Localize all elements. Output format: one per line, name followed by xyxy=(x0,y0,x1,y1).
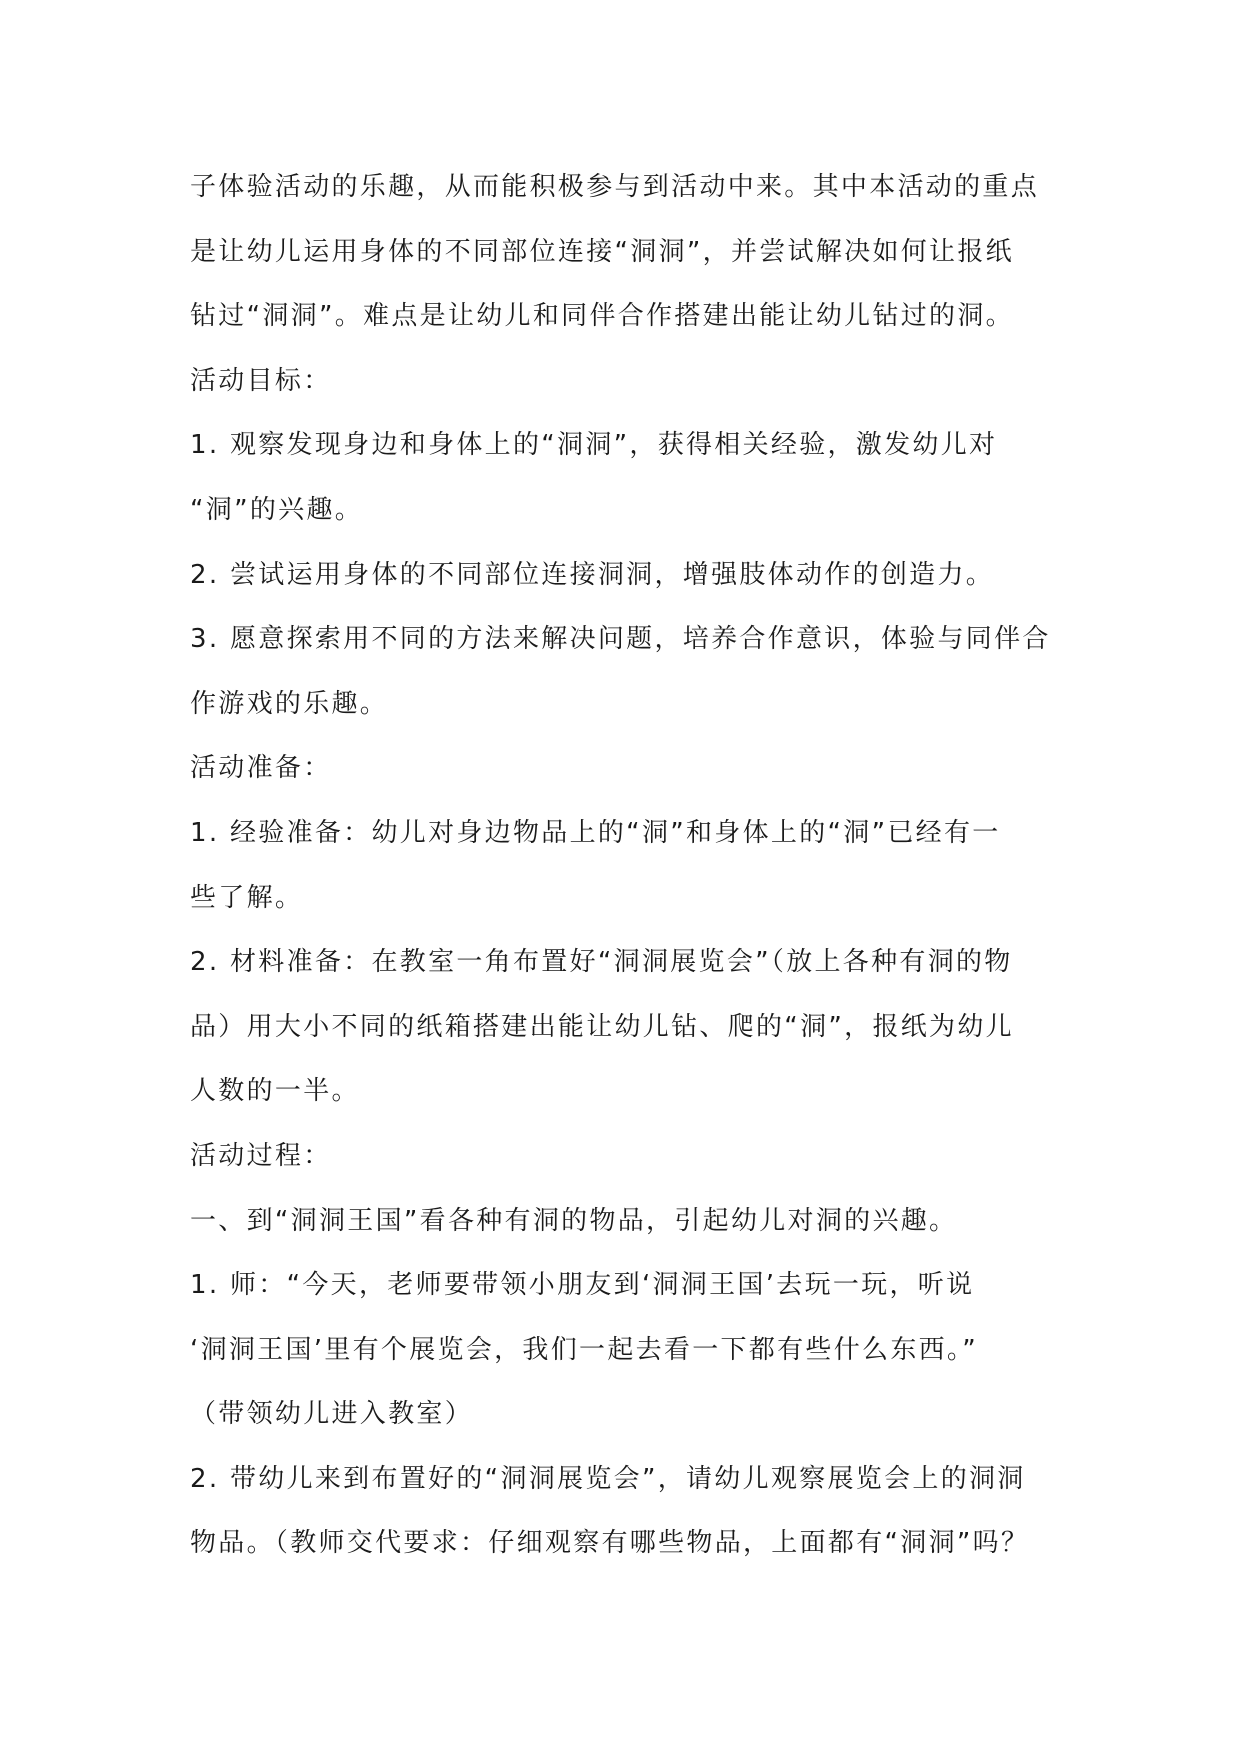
document-body xyxy=(190,155,1070,1576)
text-line: （带领幼儿进入教室） xyxy=(190,1399,474,1430)
list-item: 1. 经验准备：幼儿对身边物品上的“洞”和身体上的“洞”已经有一 xyxy=(190,817,1001,848)
text-line: 作游戏的乐趣。 xyxy=(190,688,389,719)
text-line: 些了解。 xyxy=(190,882,304,913)
section-heading-process: 活动过程： xyxy=(190,1140,332,1171)
list-item: 2. 尝试运用身体的不同部位连接洞洞，增强肢体动作的创造力。 xyxy=(190,559,995,590)
text-line: 是让幼儿运用身体的不同部位连接“洞洞”，并尝试解决如何让报纸 xyxy=(190,236,1014,267)
text-line: “洞”的兴趣。 xyxy=(190,494,364,525)
list-item: 1. 师：“今天，老师要带领小朋友到‘洞洞王国’去玩一玩，听说 xyxy=(190,1270,975,1301)
text-line: 品）用大小不同的纸箱搭建出能让幼儿钻、爬的“洞”，报纸为幼儿 xyxy=(190,1011,1014,1042)
text-line: 人数的一半。 xyxy=(190,1076,360,1107)
text-line: 钻过“洞洞”。难点是让幼儿和同伴合作搭建出能让幼儿钻过的洞。 xyxy=(190,301,1014,332)
list-item: 2. 带幼儿来到布置好的“洞洞展览会”，请幼儿观察展览会上的洞洞 xyxy=(190,1463,1026,1494)
list-item: 1. 观察发现身边和身体上的“洞洞”，获得相关经验，激发幼儿对 xyxy=(190,430,998,461)
list-item: 2. 材料准备：在教室一角布置好“洞洞展览会”（放上各种有洞的物 xyxy=(190,947,1013,978)
text-line: ‘洞洞王国’里有个展览会，我们一起去看一下都有些什么东西。” xyxy=(190,1334,978,1365)
list-item: 3. 愿意探索用不同的方法来解决问题，培养合作意识，体验与同伴合 xyxy=(190,624,1051,655)
step-heading: 一、到“洞洞王国”看各种有洞的物品，引起幼儿对洞的兴趣。 xyxy=(190,1205,958,1236)
section-heading-goals: 活动目标： xyxy=(190,365,332,396)
section-heading-preparation: 活动准备： xyxy=(190,753,332,784)
text-line: 物品。（教师交代要求：仔细观察有哪些物品，上面都有“洞洞”吗？ xyxy=(190,1528,1030,1559)
text-line: 子体验活动的乐趣，从而能积极参与到活动中来。其中本活动的重点 xyxy=(190,172,1040,202)
